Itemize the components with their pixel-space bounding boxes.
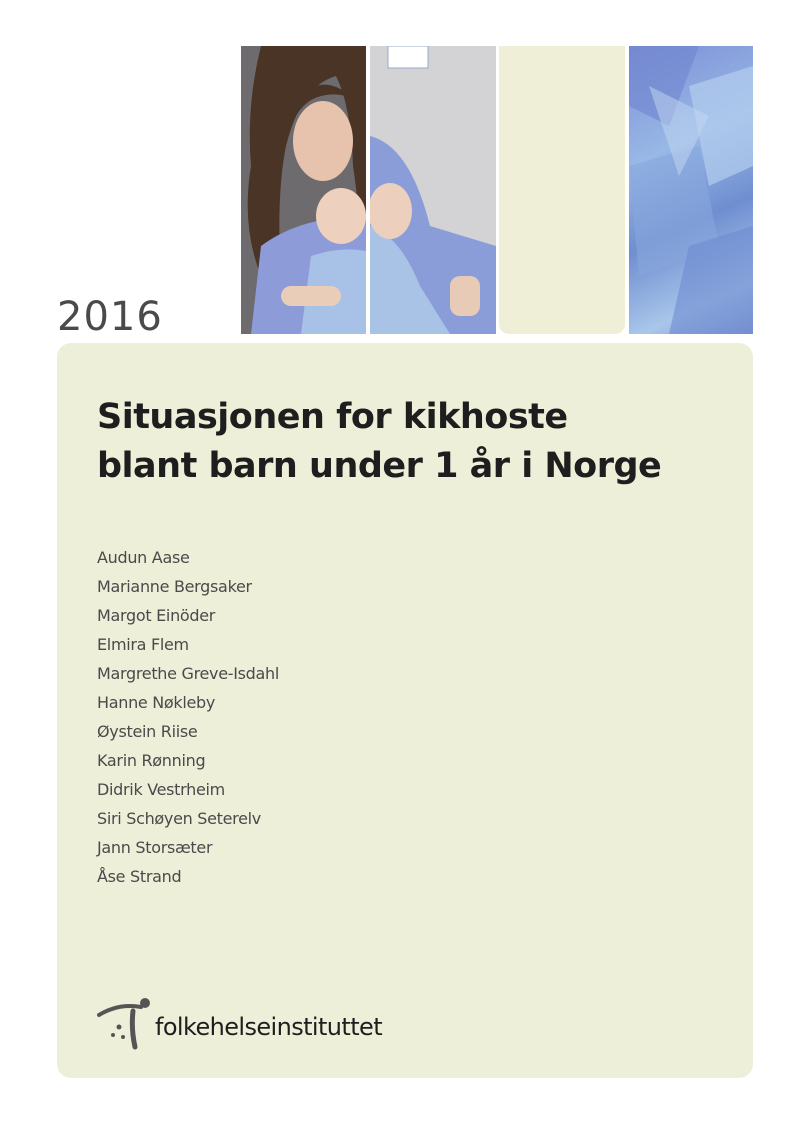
publisher-logo — [97, 993, 417, 1053]
publisher-name: folkehelseinstituttet — [155, 1013, 383, 1041]
author: Elmira Flem — [97, 635, 189, 654]
cover-image-strips — [241, 46, 753, 334]
author: Åse Strand — [97, 867, 182, 886]
photo-strip-mother — [241, 46, 366, 334]
title-panel — [57, 343, 753, 1078]
author: Øystein Riise — [97, 722, 198, 741]
cream-strip — [499, 46, 625, 334]
report-title — [97, 393, 661, 491]
author: Hanne Nøkleby — [97, 693, 216, 712]
fhi-logo-icon — [97, 993, 153, 1053]
photo-strip-baby — [370, 46, 496, 334]
report-title-line-1: Situasjonen for kikhoste — [97, 397, 568, 437]
abstract-blue-strip — [629, 46, 753, 334]
author: Siri Schøyen Seterelv — [97, 809, 261, 828]
author: Didrik Vestrheim — [97, 780, 225, 799]
author-list — [97, 543, 279, 891]
author: Margot Einöder — [97, 606, 216, 625]
author: Audun Aase — [97, 548, 190, 567]
author: Jann Storsæter — [97, 838, 213, 857]
author: Karin Rønning — [97, 751, 206, 770]
author: Margrethe Greve-Isdahl — [97, 664, 280, 683]
year-label: 2016 — [57, 294, 163, 340]
author: Marianne Bergsaker — [97, 577, 252, 596]
report-title-line-2: blant barn under 1 år i Norge — [97, 446, 662, 486]
